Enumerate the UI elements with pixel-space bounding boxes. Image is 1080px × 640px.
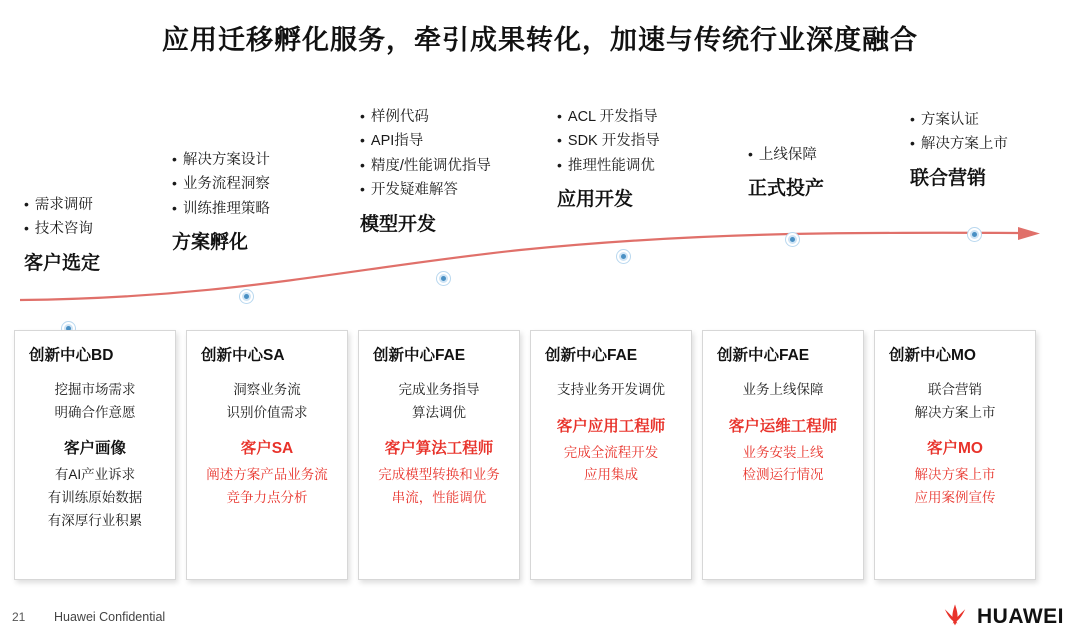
card-subtitle: 客户运维工程师 bbox=[728, 417, 838, 435]
stage-3 bbox=[360, 105, 491, 236]
card-lines bbox=[367, 379, 511, 424]
card-title: 创新中心FAE bbox=[545, 347, 638, 364]
card-line: 应用案例宣传 bbox=[914, 490, 996, 506]
card-lines bbox=[539, 379, 683, 402]
stage-6-bullet-2: • 解决方案上市 bbox=[910, 132, 1008, 156]
stage-2 bbox=[172, 148, 270, 254]
stage-5-name: 正式投产 bbox=[748, 178, 825, 200]
card-line: 完成模型转换和业务 bbox=[378, 467, 500, 483]
stage-3-bullets bbox=[360, 105, 491, 203]
role-card[interactable] bbox=[530, 330, 692, 580]
card-line: 竞争力点分析 bbox=[226, 490, 308, 506]
card-line: 串流，性能调优 bbox=[391, 490, 487, 506]
card-black-lines bbox=[23, 464, 167, 532]
card-line: 识别价值需求 bbox=[226, 404, 308, 420]
stage-4-bullet-1: • ACL 开发指导 bbox=[557, 105, 660, 129]
stage-2-bullet-2: • 业务流程洞察 bbox=[172, 172, 270, 196]
stage-6-bullet-1: • 方案认证 bbox=[910, 108, 1008, 132]
card-line: 有AI产业诉求 bbox=[54, 467, 136, 483]
card-lines bbox=[711, 379, 855, 402]
card-line: 检测运行情况 bbox=[742, 467, 824, 483]
logo-text: HUAWEI bbox=[977, 605, 1064, 628]
card-line: 明确合作意愿 bbox=[54, 404, 136, 420]
stage-4-bullet-2: • SDK 开发指导 bbox=[557, 129, 660, 153]
confidential-notice: Huawei Confidential bbox=[54, 610, 166, 624]
stage-4-bullets bbox=[557, 105, 660, 178]
stage-4 bbox=[557, 105, 660, 211]
stage-4-name: 应用开发 bbox=[557, 189, 634, 211]
stage-5-bullet-1: • 上线保障 bbox=[748, 143, 824, 167]
role-card[interactable] bbox=[358, 330, 520, 580]
card-line: 洞察业务流 bbox=[233, 382, 301, 397]
card-subtitle: 客户SA bbox=[240, 440, 294, 458]
stage-6-name: 联合营销 bbox=[910, 167, 987, 189]
role-card-list bbox=[14, 330, 1066, 580]
card-red-lines bbox=[367, 464, 511, 509]
card-red-lines bbox=[711, 442, 855, 487]
card-line: 算法调优 bbox=[412, 404, 466, 420]
stage-1-bullets bbox=[24, 193, 100, 242]
card-line: 阐述方案产品业务流 bbox=[206, 467, 328, 483]
card-line: 完成业务指导 bbox=[398, 382, 480, 397]
card-line: 解决方案上市 bbox=[914, 404, 996, 420]
card-title: 创新中心SA bbox=[201, 347, 285, 364]
stage-3-bullet-3: • 精度/性能调优指导 bbox=[360, 154, 491, 178]
card-line: 解决方案上市 bbox=[914, 467, 996, 483]
stage-1 bbox=[24, 193, 100, 275]
role-card[interactable] bbox=[874, 330, 1036, 580]
card-lines bbox=[883, 379, 1027, 424]
huawei-logo bbox=[940, 602, 1064, 632]
card-title: 创新中心FAE bbox=[717, 347, 810, 364]
card-lines bbox=[23, 379, 167, 424]
stage-4-bullet-3: • 推理性能调优 bbox=[557, 154, 660, 178]
timeline-node-5 bbox=[786, 233, 799, 246]
card-line: 支持业务开发调优 bbox=[557, 382, 665, 397]
card-red-lines bbox=[883, 464, 1027, 509]
stage-5-bullets bbox=[748, 143, 824, 167]
card-subtitle: 客户画像 bbox=[63, 440, 126, 458]
stage-3-bullet-1: • 样例代码 bbox=[360, 105, 491, 129]
timeline-node-4 bbox=[617, 250, 630, 263]
card-subtitle: 客户MO bbox=[927, 440, 983, 458]
huawei-flower-logo-icon bbox=[940, 602, 970, 632]
page-number: 21 bbox=[12, 610, 26, 624]
role-card[interactable] bbox=[186, 330, 348, 580]
stage-5 bbox=[748, 143, 824, 200]
card-subtitle: 客户应用工程师 bbox=[556, 417, 666, 435]
role-card[interactable] bbox=[14, 330, 176, 580]
card-title: 创新中心BD bbox=[29, 347, 114, 364]
stage-6-bullets bbox=[910, 108, 1008, 157]
stage-3-bullet-2: • API指导 bbox=[360, 129, 491, 153]
stage-2-bullets bbox=[172, 148, 270, 221]
stage-2-bullet-1: • 解决方案设计 bbox=[172, 148, 270, 172]
stage-2-name: 方案孵化 bbox=[172, 232, 249, 254]
card-line: 有训练原始数据 bbox=[47, 490, 143, 506]
timeline-node-2 bbox=[240, 290, 253, 303]
card-line: 业务上线保障 bbox=[742, 382, 824, 397]
card-line: 应用集成 bbox=[584, 467, 638, 483]
card-subtitle: 客户算法工程师 bbox=[384, 440, 494, 458]
card-red-lines bbox=[539, 442, 683, 487]
card-title: 创新中心FAE bbox=[373, 347, 466, 364]
card-lines bbox=[195, 379, 339, 424]
stage-3-name: 模型开发 bbox=[360, 213, 437, 235]
stage-1-bullet-2: • 技术咨询 bbox=[24, 217, 100, 241]
card-line: 完成全流程开发 bbox=[563, 444, 659, 460]
card-red-lines bbox=[195, 464, 339, 509]
card-line: 联合营销 bbox=[928, 382, 982, 397]
card-line: 业务安装上线 bbox=[742, 444, 824, 460]
card-line: 有深厚行业积累 bbox=[47, 512, 143, 528]
stage-6 bbox=[910, 108, 1008, 190]
timeline-node-6 bbox=[968, 228, 981, 241]
page-title: 应用迁移孵化服务，牵引成果转化，加速与传统行业深度融合 bbox=[162, 25, 918, 55]
card-line: 挖掘市场需求 bbox=[54, 382, 136, 397]
card-title: 创新中心MO bbox=[889, 347, 976, 364]
stage-1-bullet-1: • 需求调研 bbox=[24, 193, 100, 217]
role-card[interactable] bbox=[702, 330, 864, 580]
stage-1-name: 客户选定 bbox=[24, 252, 101, 274]
stage-2-bullet-3: • 训练推理策略 bbox=[172, 197, 270, 221]
stage-3-bullet-4: • 开发疑难解答 bbox=[360, 178, 491, 202]
timeline-node-3 bbox=[437, 272, 450, 285]
